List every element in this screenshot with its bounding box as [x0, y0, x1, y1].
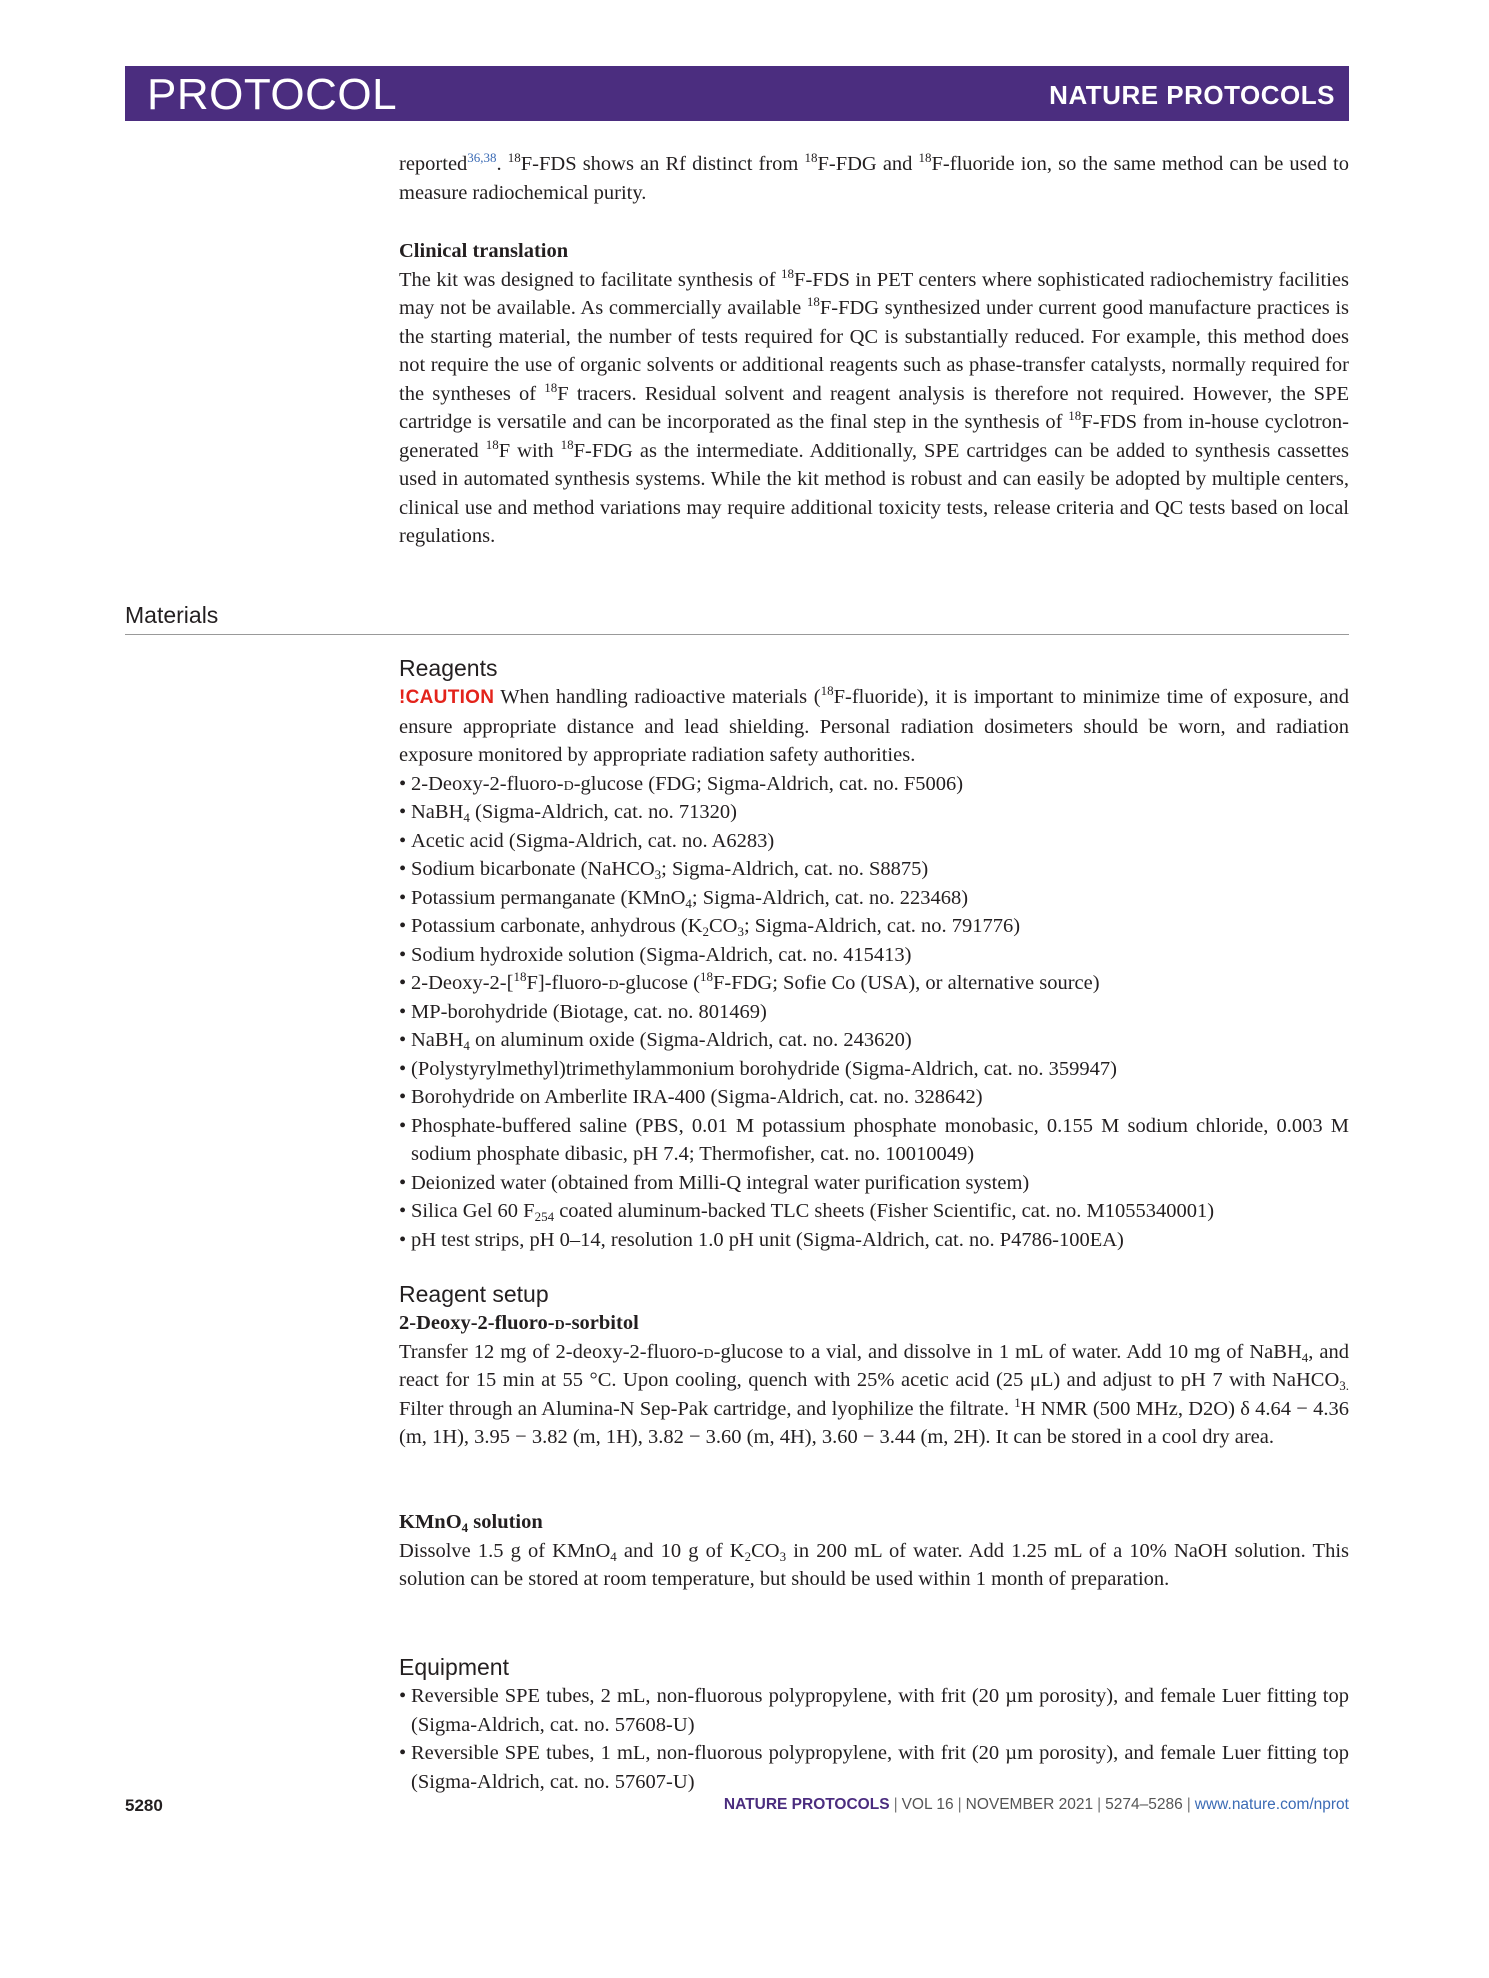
list-item: • 2-Deoxy-2-fluoro-d-glucose (FDG; Sigma-Aldrich, cat. no. F5006): [399, 772, 964, 795]
sorbitol-paragraph: Transfer 12 mg of 2-deoxy-2-fluoro-d-glucose to a vial, and dissolve in 1 mL of water. Add 10 mg of NaBH$_4$, and react for 15 min at 55 °C. Upon cooling, quench with 25% acetic acid (25 μL) and adjust to pH 7 with NaHCO$_{3.}$ Filter through an Alumina-N Sep-Pak cartridge, and lyophilize the filtrate. $^1$H NMR (500 MHz, D2O) δ 4.64 − 4.36 (m, 1H), 3.95 − 3.82 (m, 1H), 3.82 − 3.60 (m, 4H), 3.60 − 3.44 (m, 2H). It can be stored in a cool dry area.: [399, 1340, 1350, 1448]
reagents-heading: Reagents: [399, 655, 498, 681]
caution-paragraph: !CAUTION When handling radioactive materials ($^{18}$F-fluoride), it is important to minimize time of exposure, and ensure appropriate distance and lead shielding. Personal radiation dosimeters should be worn, and radiation exposure monitored by appropriate radiation safety authorities.: [399, 683, 1349, 766]
journal-name: NATURE PROTOCOLS: [1049, 80, 1335, 110]
clinical-translation-paragraph: The kit was designed to facilitate synthesis of $^{18}$F-FDS in PET centers where sophisticated radiochemistry facilities may not be available. As commercially available $^{18}$F-FDG synthesized under current good manufacture practices is the starting material, the number of tests required for QC is substantially reduced. For example, this method does not require the use of organic solvents or additional reagents such as phase-transfer catalysts, normally required for the syntheses of $^{18}$F tracers. Residual solvent and reagent analysis is therefore not required. However, the SPE cartridge is versatile and can be incorporated as the final step in the synthesis of $^{18}$F-FDS from in-house cyclotron-generated $^{18}$F with $^{18}$F-FDG as the intermediate. Additionally, SPE cartridges can be added to synthesis cassettes used in automated synthesis systems. While the kit method is robust and can easily be adopted by multiple centers, clinical use and method variations may require additional toxicity tests, release criteria and QC tests based on local regulations.: [399, 265, 1350, 547]
citation-link[interactable]: 36,38: [467, 150, 497, 165]
intro-block: [399, 150, 1349, 207]
list-item: • Deionized water (obtained from Milli-Q integral water purification system): [399, 1171, 1030, 1194]
list-item: • Reversible SPE tubes, 1 mL, non-fluorous polypropylene, with frit (20 µm porosity), and female Luer fitting top (Sigma-Aldrich, cat. no. 57607-U): [399, 1742, 1349, 1793]
list-item: • Potassium carbonate, anhydrous ($K_2CO_3$; Sigma-Aldrich, cat. no. 791776): [399, 915, 1021, 939]
clinical-translation-section: [399, 237, 1349, 551]
reagents-section: [399, 653, 1349, 1254]
materials-heading: Materials: [125, 602, 219, 628]
equipment-section: [399, 1652, 1349, 1796]
list-item: • 2-Deoxy-2-[$^{18}$F]-fluoro-d-glucose ($^{18}$F-FDG; Sofie Co (USA), or alternative source): [399, 969, 1100, 994]
list-item: • Borohydride on Amberlite IRA-400 (Sigma-Aldrich, cat. no. 328642): [399, 1086, 983, 1108]
header-bar: [125, 66, 1349, 121]
reagent-setup-heading: Reagent setup: [399, 1281, 549, 1307]
page-number: 5280: [125, 1796, 163, 1815]
list-item: • pH test strips, pH 0–14, resolution 1.0 pH unit (Sigma-Aldrich, cat. no. P4786-100EA): [399, 1228, 1124, 1251]
intro-paragraph: reported$^{36,38}$. $^{18}$F-FDS shows an Rf distinct from $^{18}$F-FDG and $^{18}$F-fluoride ion, so the same method can be used to measure radiochemical purity.: [399, 150, 1349, 204]
equipment-list: [399, 1682, 1349, 1796]
list-item: • Reversible SPE tubes, 2 mL, non-fluorous polypropylene, with frit (20 µm porosity), and female Luer fitting top (Sigma-Aldrich, cat. no. 57608-U): [399, 1685, 1349, 1736]
footer-volume: VOL 16: [901, 1796, 954, 1813]
reagent-setup-section: [399, 1279, 1349, 1452]
equipment-heading: Equipment: [399, 1654, 509, 1680]
list-item: • Phosphate-buffered saline (PBS, 0.01 M potassium phosphate monobasic, 0.155 M sodium chloride, 0.003 M sodium phosphate dibasic, pH 7.4; Thermofisher, cat. no. 10010049): [399, 1114, 1349, 1165]
section-label: PROTOCOL: [147, 70, 398, 119]
list-item: • NaBH$_4$ on aluminum oxide (Sigma-Aldrich, cat. no. 243620): [399, 1029, 912, 1053]
footer-journal: NATURE PROTOCOLS: [723, 1796, 890, 1813]
list-item: • Silica Gel 60 $F_{254}$ coated aluminum-backed TLC sheets (Fisher Scientific, cat. no. M1055340001): [399, 1200, 1215, 1224]
list-item: • NaBH$_4$ (Sigma-Aldrich, cat. no. 71320): [399, 801, 737, 825]
list-item: • Acetic acid (Sigma-Aldrich, cat. no. A6283): [399, 829, 775, 852]
kmno4-section: [399, 1508, 1349, 1594]
footer-citation: NATURE PROTOCOLS | VOL 16 | NOVEMBER 2021 | 5274–5286 | www.nature.com/nprot: [723, 1796, 1349, 1813]
list-item: • Sodium bicarbonate (NaHCO$_3$; Sigma-Aldrich, cat. no. S8875): [399, 858, 929, 882]
footer-pages: 5274–5286: [1105, 1796, 1183, 1813]
footer-date: NOVEMBER 2021: [965, 1796, 1094, 1813]
kmno4-heading: KMnO$_4$ solution: [399, 1511, 543, 1535]
list-item: • Potassium permanganate (KMnO$_4$; Sigma-Aldrich, cat. no. 223468): [399, 886, 969, 911]
section-divider: [125, 634, 1349, 635]
list-item: • (Polystyrylmethyl)trimethylammonium borohydride (Sigma-Aldrich, cat. no. 359947): [399, 1057, 1117, 1080]
list-item: • Sodium hydroxide solution (Sigma-Aldrich, cat. no. 415413): [399, 943, 912, 966]
list-item: • MP-borohydride (Biotage, cat. no. 801469): [399, 1000, 767, 1023]
kmno4-paragraph: Dissolve 1.5 g of KMnO$_4$ and 10 g of $K_2CO_3$ in 200 mL of water. Add 1.25 mL of a 10% NaOH solution. This solution can be stored at room temperature, but should be used within 1 month of preparation.: [399, 1539, 1349, 1590]
clinical-translation-heading: Clinical translation: [399, 240, 569, 262]
caution-label: !CAUTION: [399, 687, 495, 708]
sorbitol-heading: 2-Deoxy-2-fluoro-d-sorbitol: [399, 1312, 639, 1334]
footer-url-link[interactable]: www.nature.com/nprot: [1194, 1796, 1349, 1813]
reagent-list: [399, 770, 1349, 1255]
